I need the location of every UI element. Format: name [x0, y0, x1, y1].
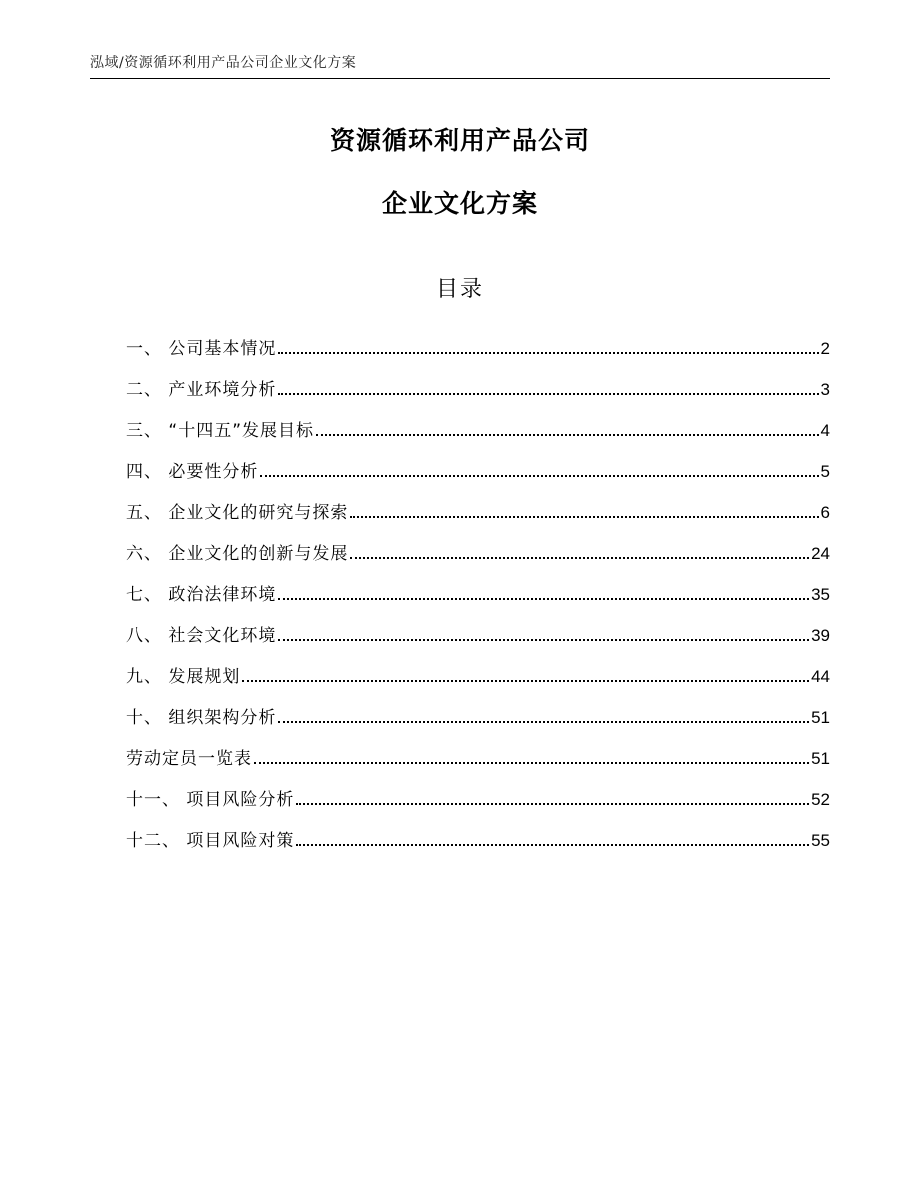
toc-entry-label: 一、 公司基本情况: [126, 339, 277, 359]
toc-leader-dots: [350, 516, 818, 518]
toc-leader-dots: [278, 598, 809, 600]
toc-leader-dots: [254, 762, 809, 764]
toc-entry-label: 十二、 项目风险对策: [126, 831, 295, 851]
toc-entry[interactable]: [126, 322, 830, 363]
toc-entry-label: 四、 必要性分析: [126, 462, 259, 482]
toc-entry-label: 八、 社会文化环境: [126, 626, 277, 646]
toc-entry-page: 5: [820, 462, 830, 481]
toc-entry-label: 六、 企业文化的创新与发展: [126, 544, 349, 564]
toc-heading: 目录: [435, 277, 484, 302]
toc-entry-page: 39: [811, 626, 830, 645]
toc-entry[interactable]: [126, 650, 830, 691]
toc-leader-dots: [316, 434, 819, 436]
toc-leader-dots: [242, 680, 809, 682]
toc-entry[interactable]: [126, 486, 830, 527]
toc-entry-page: 55: [811, 831, 830, 850]
toc-entry-label: 二、 产业环境分析: [126, 380, 277, 400]
toc-entry[interactable]: [126, 527, 830, 568]
toc-entry-label: 五、 企业文化的研究与探索: [126, 503, 349, 523]
running-header: 泓域/资源循环利用产品公司企业文化方案: [90, 55, 357, 71]
toc-entry[interactable]: [126, 568, 830, 609]
toc-entry-page: 6: [820, 503, 830, 522]
toc-entry-page: 35: [811, 585, 830, 604]
document-title: 资源循环利用产品公司: [329, 126, 590, 155]
toc-entry[interactable]: [126, 732, 830, 773]
toc-leader-dots: [278, 352, 818, 354]
toc-leader-dots: [278, 639, 809, 641]
toc-entry-page: 2: [820, 339, 830, 358]
toc-entry-page: 51: [811, 708, 830, 727]
toc-leader-dots: [278, 721, 809, 723]
table-of-contents: [126, 322, 830, 855]
toc-entry[interactable]: [126, 445, 830, 486]
toc-leader-dots: [278, 393, 818, 395]
document-subtitle: 企业文化方案: [381, 189, 538, 218]
toc-entry-label: 劳动定员一览表: [126, 749, 252, 769]
toc-leader-dots: [260, 475, 818, 477]
toc-entry-page: 24: [811, 544, 830, 563]
header-divider: [90, 78, 830, 79]
toc-entry[interactable]: [126, 814, 830, 855]
toc-leader-dots: [350, 557, 809, 559]
toc-entry-page: 3: [820, 380, 830, 399]
toc-entry-page: 51: [811, 749, 830, 768]
toc-entry[interactable]: [126, 691, 830, 732]
toc-entry-page: 52: [811, 790, 830, 809]
toc-entry-label: 三、 “十四五”发展目标: [126, 421, 315, 441]
toc-entry-label: 十、 组织架构分析: [126, 708, 277, 728]
toc-entry[interactable]: [126, 404, 830, 445]
toc-entry[interactable]: [126, 609, 830, 650]
toc-leader-dots: [296, 803, 809, 805]
toc-entry-page: 4: [820, 421, 830, 440]
toc-leader-dots: [296, 844, 809, 846]
toc-entry-label: 七、 政治法律环境: [126, 585, 277, 605]
toc-entry[interactable]: [126, 363, 830, 404]
toc-entry-label: 十一、 项目风险分析: [126, 790, 295, 810]
toc-entry[interactable]: [126, 773, 830, 814]
toc-entry-page: 44: [811, 667, 830, 686]
toc-entry-label: 九、 发展规划: [126, 667, 241, 687]
